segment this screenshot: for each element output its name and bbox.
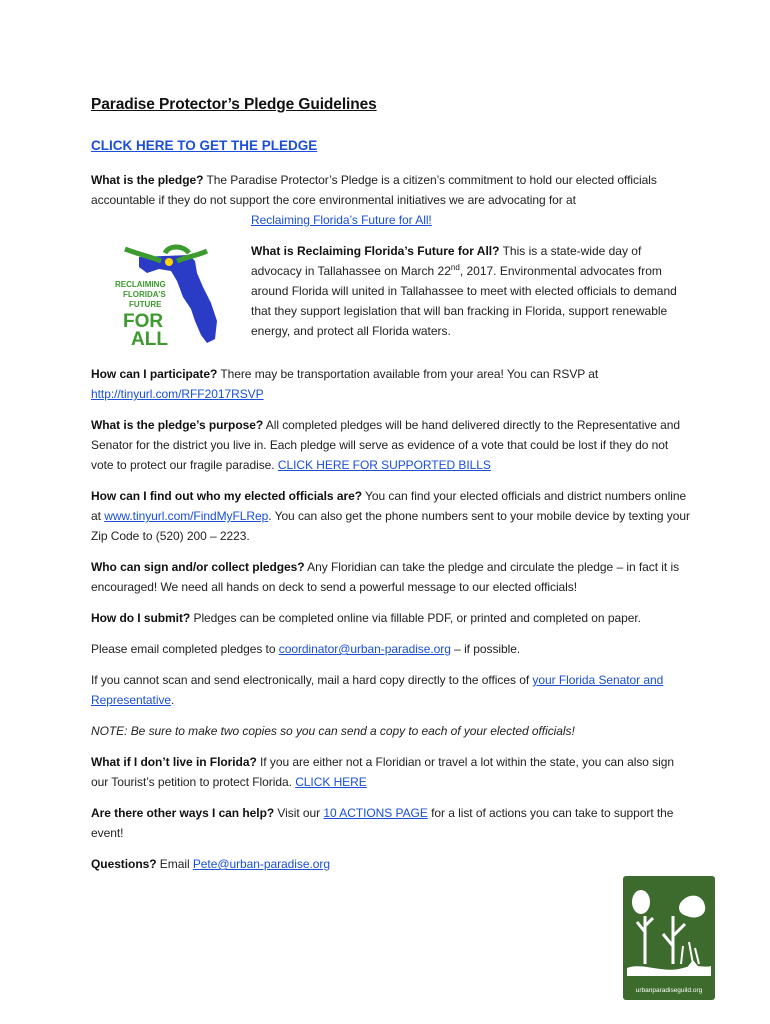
page-title: Paradise Protector’s Pledge Guidelines (91, 96, 377, 113)
question-label: Who can sign and/or collect pledges? (91, 560, 305, 574)
question-label: How can I participate? (91, 367, 218, 381)
coordinator-email-link[interactable]: coordinator@urban-paradise.org (278, 642, 451, 656)
logo-line-4: FOR (123, 311, 164, 332)
get-pledge-link[interactable]: CLICK HERE TO GET THE PLEDGE (91, 138, 318, 153)
pete-email-link[interactable]: Pete@urban-paradise.org (192, 857, 330, 871)
logo-line-5: ALL (131, 329, 168, 347)
question-label: Questions? (91, 857, 157, 871)
question-label: What is the pledge’s purpose? (91, 418, 264, 432)
logo-website-text: urbanparadiseguild.org (635, 987, 703, 994)
question-label: Are there other ways I can help? (91, 806, 275, 820)
question-label: How can I find out who my elected officials are? (91, 489, 362, 503)
reclaiming-description: What is Reclaiming Florida’s Future for All? This is a state-wide day of advocacy in Tallahassee on March 22nd, 2017. Environmental advocates from around Florida will united in Tallahassee to meet with elected officials to demand that they support legislation that will ban fracking in Florida, support renewable energy, and protect all Florida waters. (251, 244, 677, 338)
reclaiming-florida-logo (111, 243, 226, 347)
q-what-is-pledge: What is the pledge? The Paradise Protector’s Pledge is a citizen’s commitment to hold our elected officials accountable if they do not support the core environmental initiatives we are advocating for at Reclaiming Florida’s Future for All! (91, 170, 691, 230)
logo-line-2: FLORIDA’S (123, 290, 166, 299)
document-page (91, 96, 691, 885)
question-label: What if I don’t live in Florida? (91, 755, 257, 769)
urban-paradise-guild-logo (623, 876, 715, 1000)
q-not-in-florida: What if I don’t live in Florida? If you are either not a Floridian or travel a lot within the state, you can also sign our Tourist’s petition to protect Florida. CLICK HERE (91, 755, 674, 789)
question-label: What is Reclaiming Florida’s Future for All? (251, 244, 500, 258)
senator-rep-link[interactable]: your Florida Senator and Representative (91, 673, 664, 707)
q-how-participate: How can I participate? There may be transportation available from your area! You can RSVP at http://tinyurl.com/RFF2017RSVP (91, 367, 599, 401)
mail-instructions: If you cannot scan and send electronically, mail a hard copy directly to the offices of your Florida Senator and Representative. (91, 673, 664, 707)
q-how-submit: How do I submit? Pledges can be completed online via fillable PDF, or printed and completed on paper. (91, 611, 641, 625)
logo-line-1: RECLAIMING (115, 280, 166, 289)
email-instructions: Please email completed pledges to coordinator@urban-paradise.org – if possible. (91, 642, 521, 656)
question-label: How do I submit? (91, 611, 191, 625)
ten-actions-link[interactable]: 10 ACTIONS PAGE (323, 806, 428, 820)
reclaiming-future-link[interactable]: Reclaiming Florida’s Future for All! (251, 213, 432, 227)
q-who-can-sign: Who can sign and/or collect pledges? Any Floridian can take the pledge and circulate the pledge – in fact it is encouraged! We need all hands on deck to send a powerful message to our elected officials! (91, 560, 680, 594)
question-label: What is the pledge? (91, 173, 204, 187)
find-my-rep-link[interactable]: www.tinyurl.com/FindMyFLRep (104, 509, 269, 523)
logo-line-3: FUTURE (129, 300, 162, 309)
copies-note: NOTE: Be sure to make two copies so you can send a copy to each of your elected officials! (91, 724, 575, 738)
supported-bills-link[interactable]: CLICK HERE FOR SUPPORTED BILLS (277, 458, 491, 472)
q-other-ways-help: Are there other ways I can help? Visit our 10 ACTIONS PAGE for a list of actions you can take to support the event! (91, 806, 674, 840)
q-find-officials: How can I find out who my elected officials are? You can find your elected officials and district numbers online at www.tinyurl.com/FindMyFLRep. You can also get the phone numbers sent to your mobile device by texting your Zip Code to (520) 200 – 2223. (91, 489, 690, 543)
q-pledge-purpose: What is the pledge’s purpose? All completed pledges will be hand delivered directly to the Representative and Senator for the district you live in. Each pledge will serve as evidence of a vote that could be lost if they do not vote to protect our fragile paradise. CLICK HERE FOR SUPPORTED BILLS (91, 418, 681, 472)
reclaiming-section (91, 241, 691, 353)
rsvp-link[interactable]: http://tinyurl.com/RFF2017RSVP (91, 387, 264, 401)
questions-contact: Questions? Email Pete@urban-paradise.org (91, 857, 330, 871)
tourist-petition-link[interactable]: CLICK HERE (295, 775, 367, 789)
